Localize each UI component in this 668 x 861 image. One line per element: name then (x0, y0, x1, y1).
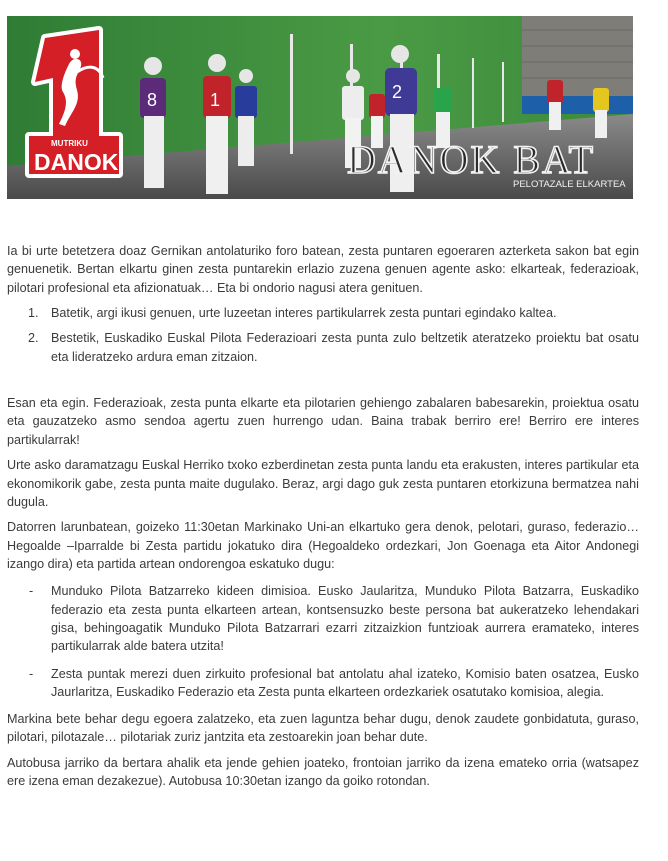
logo-small-text: MUTRIKU (51, 139, 88, 148)
list-item (7, 582, 639, 655)
paragraph: Autobusa jarriko da bertara ahalik eta jende gehien joateko, frontoian jarriko da izena emateko orria (watsapez ere izena eman dezakezue). Autobusa 10:30etan izango da goiko rotondan. (7, 756, 639, 789)
list-item (7, 329, 639, 366)
list-number: 2. (28, 331, 39, 346)
banner-title: DANOK BAT (347, 137, 595, 182)
paragraph: Datorren larunbatean, goizeko 11:30etan Markinako Uni-an elkartuko gera denok, pelotari, guraso, federazio… Hegoalde –Iparralde bi Zesta partidu jokatuko dira (Hegoaldeko ordezkari, Jon Goenaga eta Aitor Andonegi izango dira) eta partida artean ondorengoa eskatuko dugu: (7, 520, 639, 572)
list-item-text: Bestetik, Euskadiko Euskal Pilota Federazioari zesta punta zulo beltzetik ateratzeko proiektu bat osatu eta lideratzeko ardura eman zitzaion. (51, 331, 639, 364)
dash-bullet: - (29, 584, 34, 599)
intro-paragraph: Ia bi urte betetzera doaz Gernikan antolaturiko foro batean, zesta puntaren egoeraren azterketa sakon bat egin genuenetik. Bertan elkartu ginen zesta puntarekin erlazio zuzena genuen agente asko: elkarteak, federazioak, pilotari profesional eta afizionatuak… Eta bi ondorio nagusi atera genituen. (7, 244, 639, 295)
player-number: 2 (392, 82, 403, 102)
header-banner (7, 16, 633, 199)
conclusions-list (7, 304, 639, 366)
banner-subtitle: PELOTAZALE ELKARTEA (513, 179, 626, 190)
logo-big-text: DANOK (34, 149, 119, 175)
article-body (7, 242, 639, 798)
list-item-text: Batetik, argi ikusi genuen, urte luzeetan interes partikularrek zesta puntari egindako kaltea. (51, 306, 557, 321)
list-item-text: Zesta puntak merezi duen zirkuito profesional bat antolatu ahal izateko, Komisio baten osatzea, Eusko Jaurlaritza, Euskadiko Federazio eta Zesta punta elkarteen ordezkariek osatutako komisioa, alegia. (51, 666, 639, 699)
dash-bullet: - (29, 666, 34, 681)
demands-list (7, 582, 639, 701)
paragraph: Esan eta egin. Federazioak, zesta punta elkarte eta pilotarien gehiengo zabalaren babesarekin, proiektua osatu eta gauzatzeko asmo sendoa agertu zuen hurrengo udan. Baina trabak berriro ere! Berriro ere interes partikularrak! (7, 396, 639, 447)
list-item (7, 665, 639, 702)
banner-photo (7, 16, 633, 199)
paragraph: Urte asko daramatzagu Euskal Herriko txoko ezberdinetan zesta punta landu eta erakusten, interes partikular eta ekonomikorik gabe, zesta punta maite dugulako. Beraz, argi dago guk zesta puntaren etorkizuna bermatzea nahi dugula. (7, 458, 639, 509)
list-item (7, 304, 639, 322)
paragraph: Markina bete behar degu egoera zalatzeko, eta zuen laguntza behar dugu, denok zaudete gonbidatuta, guraso, pilotari, pilotazale… pilotariak zuriz jantzita eta zestoarekin joan behar dute. (7, 712, 639, 745)
list-item-text: Munduko Pilota Batzarreko kideen dimisioa. Eusko Jaularitza, Munduko Pilota Batzarra, Euskadiko federazio eta zesta punta elkarteen artean, kontsensuzko beste persona bat aukeratzeko lehendakari gisa, behingoagatik Munduko Pilota Batzarrari ezarri zitzaizkion funtzioak aurrera eramateko, interes partikularrak alde batera utzita! (51, 584, 639, 654)
player-number: 1 (210, 90, 221, 110)
list-number: 1. (28, 306, 39, 321)
player-number: 8 (147, 90, 158, 110)
